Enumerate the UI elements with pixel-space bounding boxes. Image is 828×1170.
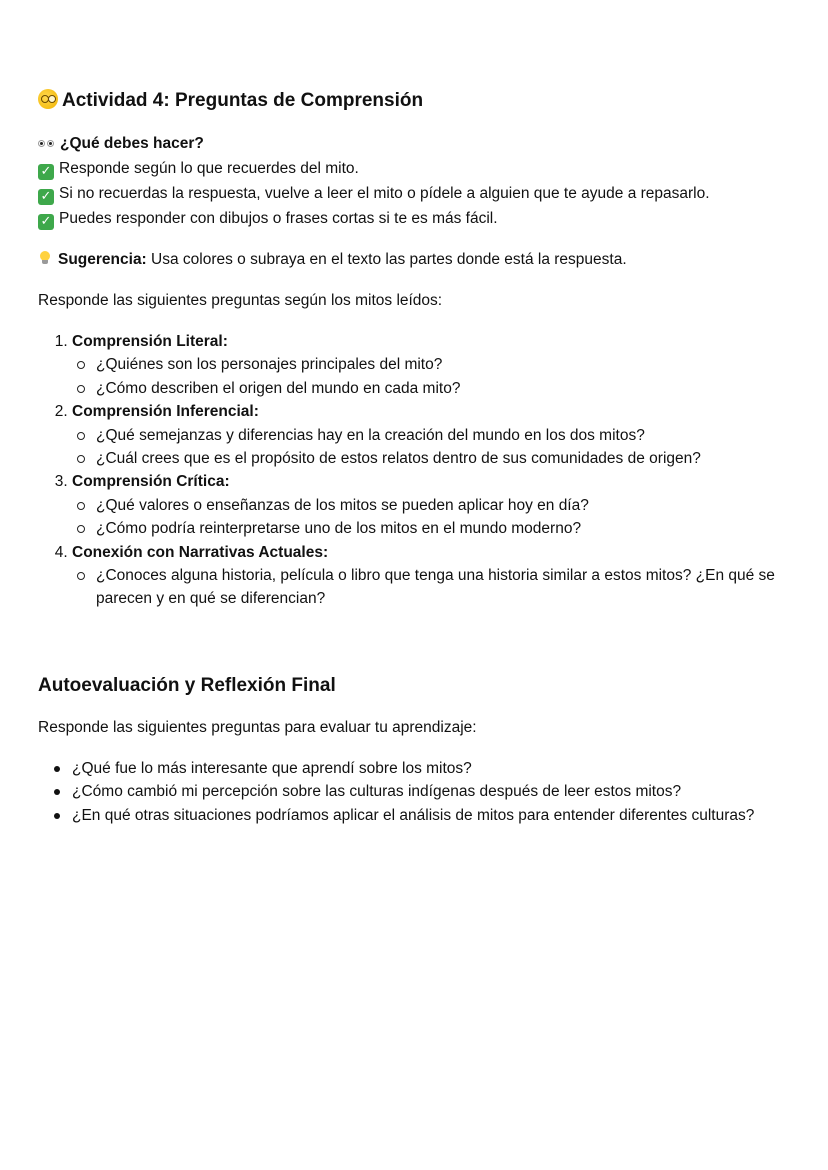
suggestion-label: Sugerencia: <box>58 251 147 268</box>
section-title: Conexión con Narrativas Actuales: <box>72 543 329 561</box>
check-item: ✓ Responde según lo que recuerdes del mito. <box>38 156 798 181</box>
sub-questions <box>72 353 798 400</box>
question-section <box>72 541 798 611</box>
questions-intro: Responde las siguientes preguntas según los mitos leídos: <box>38 292 443 309</box>
what-to-do-heading: ¿Qué debes hacer? <box>38 130 798 156</box>
question-section <box>72 470 798 540</box>
check-mark-icon: ✓ <box>38 164 54 180</box>
question-item: ¿Conoces alguna historia, película o libro que tenga una historia similar a estos mitos? ¿En qué se parecen y en qué se diferencian? <box>96 564 798 611</box>
section-title: Comprensión Inferencial: <box>72 403 259 421</box>
light-bulb-icon <box>40 251 50 265</box>
question-item: ¿Qué semejanzas y diferencias hay en la creación del mundo en los dos mitos? <box>96 424 798 447</box>
reflection-item: ¿Cómo cambió mi percepción sobre las culturas indígenas después de leer estos mitos? <box>72 780 798 803</box>
suggestion-text: Usa colores o subraya en el texto las partes donde está la respuesta. <box>146 251 627 268</box>
sub-questions <box>72 564 798 611</box>
reflection-list <box>38 757 798 827</box>
question-item: ¿Qué valores o enseñanzas de los mitos se pueden aplicar hoy en día? <box>96 494 798 517</box>
reflection-item: ¿Qué fue lo más interesante que aprendí sobre los mitos? <box>72 757 798 780</box>
section-title: Comprensión Crítica: <box>72 473 230 491</box>
sub-questions <box>72 424 798 471</box>
suggestion <box>38 248 798 272</box>
monocle-face-icon <box>38 89 58 109</box>
question-item: ¿Cuál crees que es el propósito de estos relatos dentro de sus comunidades de origen? <box>96 447 798 470</box>
reflection-intro: Responde las siguientes preguntas para evaluar tu aprendizaje: <box>38 718 477 736</box>
reflection-item: ¿En qué otras situaciones podríamos aplicar el análisis de mitos para entender diferentes culturas? <box>72 804 798 827</box>
sub-questions <box>72 494 798 541</box>
check-mark-icon: ✓ <box>38 189 54 205</box>
question-item: ¿Cómo podría reinterpretarse uno de los mitos en el mundo moderno? <box>96 517 798 540</box>
check-mark-icon: ✓ <box>38 214 54 230</box>
eyes-icon <box>38 130 56 155</box>
reflection-title: Autoevaluación y Reflexión Final <box>38 674 336 696</box>
question-item: ¿Cómo describen el origen del mundo en cada mito? <box>96 377 798 400</box>
document-page <box>38 88 798 827</box>
check-item: ✓ Puedes responder con dibujos o frases cortas si te es más fácil. <box>38 206 798 231</box>
check-item: ✓ Si no recuerdas la respuesta, vuelve a leer el mito o pídele a alguien que te ayude a repasarlo. <box>38 181 798 206</box>
instructions-block <box>38 130 798 231</box>
questions-list <box>38 330 798 611</box>
section-title: Comprensión Literal: <box>72 333 228 350</box>
activity-title <box>38 88 798 114</box>
question-section <box>72 400 798 470</box>
question-item: ¿Quiénes son los personajes principales del mito? <box>96 353 798 376</box>
question-section <box>72 330 798 400</box>
activity-title-text: Actividad 4: Preguntas de Comprensión <box>62 90 424 111</box>
